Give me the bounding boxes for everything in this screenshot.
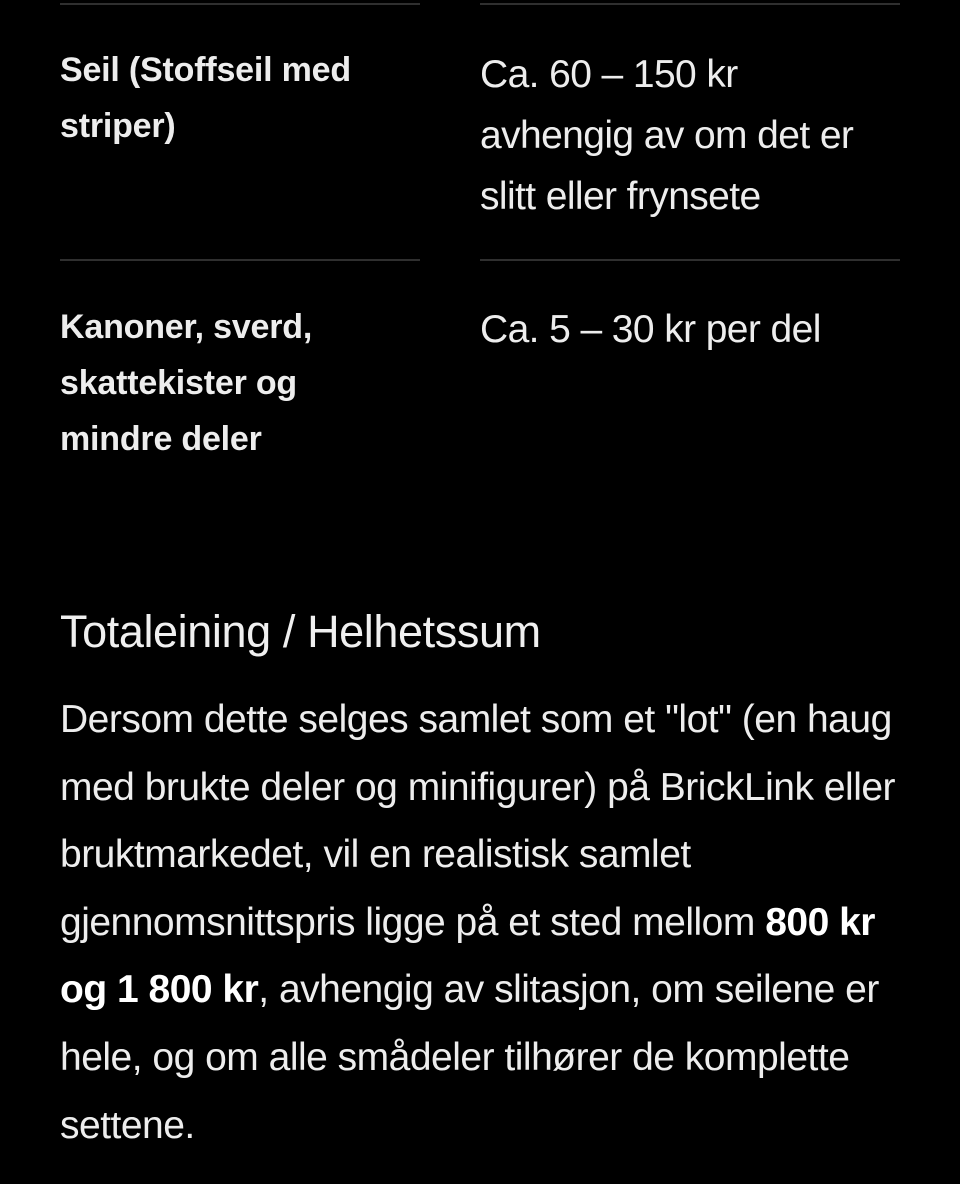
table-divider (480, 259, 900, 261)
table-cell-line: striper) (60, 107, 176, 145)
section-heading: Totaleining / Helhetssum (60, 606, 541, 657)
table-divider (480, 3, 900, 5)
table-cell-line: Kanoner, sverd, (60, 308, 313, 346)
paragraph-bold-price-range: 800 kr og 1 800 kr (60, 900, 875, 1012)
table-cell-line: skattekister og (60, 364, 297, 402)
table-cell-line: mindre deler (60, 420, 262, 458)
section-paragraph (60, 686, 910, 1159)
paragraph-text: Dersom dette selges samlet som et "lot" (en haug med brukte deler og minifigurer) på BrickLink eller bruktmarkedet, vil en realistisk samlet gjennomsnittspris ligge på et sted mellom (60, 698, 896, 944)
table-cell-price (480, 44, 900, 227)
table-cell-item (60, 42, 420, 154)
table-cell-line: Ca. 60 – 150 kr (480, 53, 738, 96)
table-cell-price (480, 299, 900, 360)
table-cell-line: slitt eller frynsete (480, 175, 761, 218)
table-cell-line: avhengig av om det er (480, 114, 854, 157)
table-divider (60, 3, 420, 5)
table-divider (60, 259, 420, 261)
table-cell-line: Seil (Stoffseil med (60, 51, 351, 89)
paragraph-text: , avhengig av slitasjon, om seilene er hele, og om alle smådeler tilhører de komplette settene. (60, 968, 879, 1147)
table-cell-line: Ca. 5 – 30 kr per del (480, 308, 821, 351)
table-cell-item (60, 299, 420, 467)
